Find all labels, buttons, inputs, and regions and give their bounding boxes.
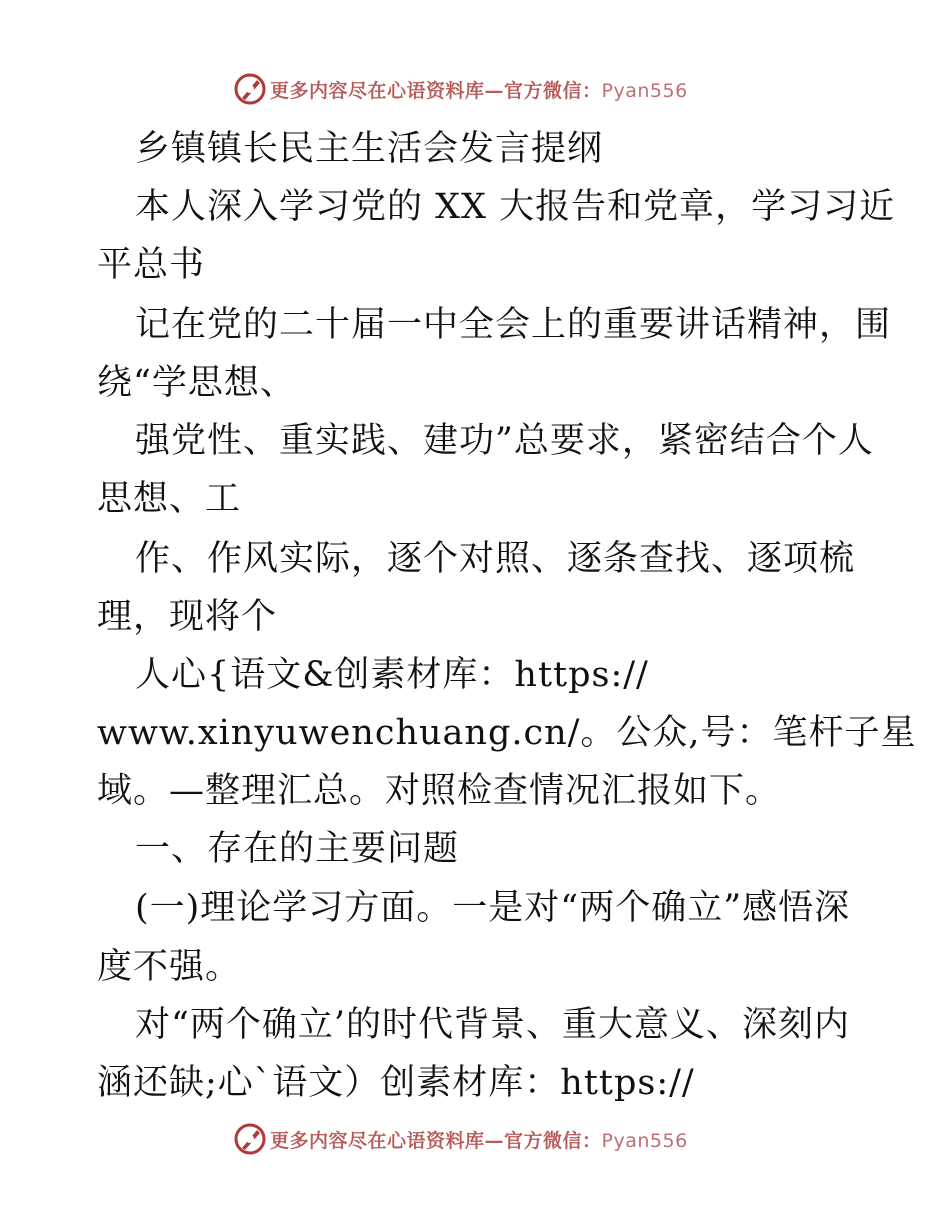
text-line: 思想、工	[97, 479, 242, 519]
header-banner	[0, 70, 950, 110]
pen-logo-icon	[233, 72, 267, 106]
text-line: 强党性、重实践、建功”总要求，紧密结合个人	[135, 421, 874, 461]
text-line: 涵还缺;心`语文）创素材库：https://	[97, 1063, 695, 1103]
header-wechat-id: Pyan556	[601, 80, 688, 102]
text-line: 理，现将个	[97, 597, 278, 637]
text-line: 人心{语文&创素材库：https://	[135, 655, 649, 695]
footer-banner-text: 更多内容尽在心语资料库—官方微信：Pyan556	[270, 1130, 688, 1152]
text-line: 绕“学思想、	[97, 363, 296, 403]
footer-banner	[0, 1120, 950, 1160]
text-line: 平总书	[97, 245, 206, 285]
text-line: 作、作风实际，逐个对照、逐条查找、逐项梳	[135, 539, 856, 579]
section-heading: 一、存在的主要问题	[135, 829, 460, 869]
text-line: www.xinyuwenchuang.cn/。公众,号：笔杆子星	[97, 713, 917, 753]
text-line: 记在党的二十届一中全会上的重要讲话精神，围	[135, 305, 892, 345]
text-line: 对“两个确立’的时代背景、重大意义、深刻内	[135, 1005, 851, 1045]
text-line: 域。—整理汇总。对照检查情况汇报如下。	[97, 771, 782, 811]
footer-wechat-id: Pyan556	[601, 1130, 688, 1152]
document-title: 乡镇镇长民主生活会发言提纲	[135, 129, 604, 169]
pen-logo-icon	[233, 1122, 267, 1156]
text-line: (一)理论学习方面。一是对“两个确立”感悟深	[135, 888, 851, 928]
header-banner-text: 更多内容尽在心语资料库—官方微信：Pyan556	[270, 80, 688, 102]
text-line: 度不强。	[97, 947, 242, 987]
text-line: 本人深入学习党的 XX 大报告和党章，学习习近	[135, 187, 896, 227]
